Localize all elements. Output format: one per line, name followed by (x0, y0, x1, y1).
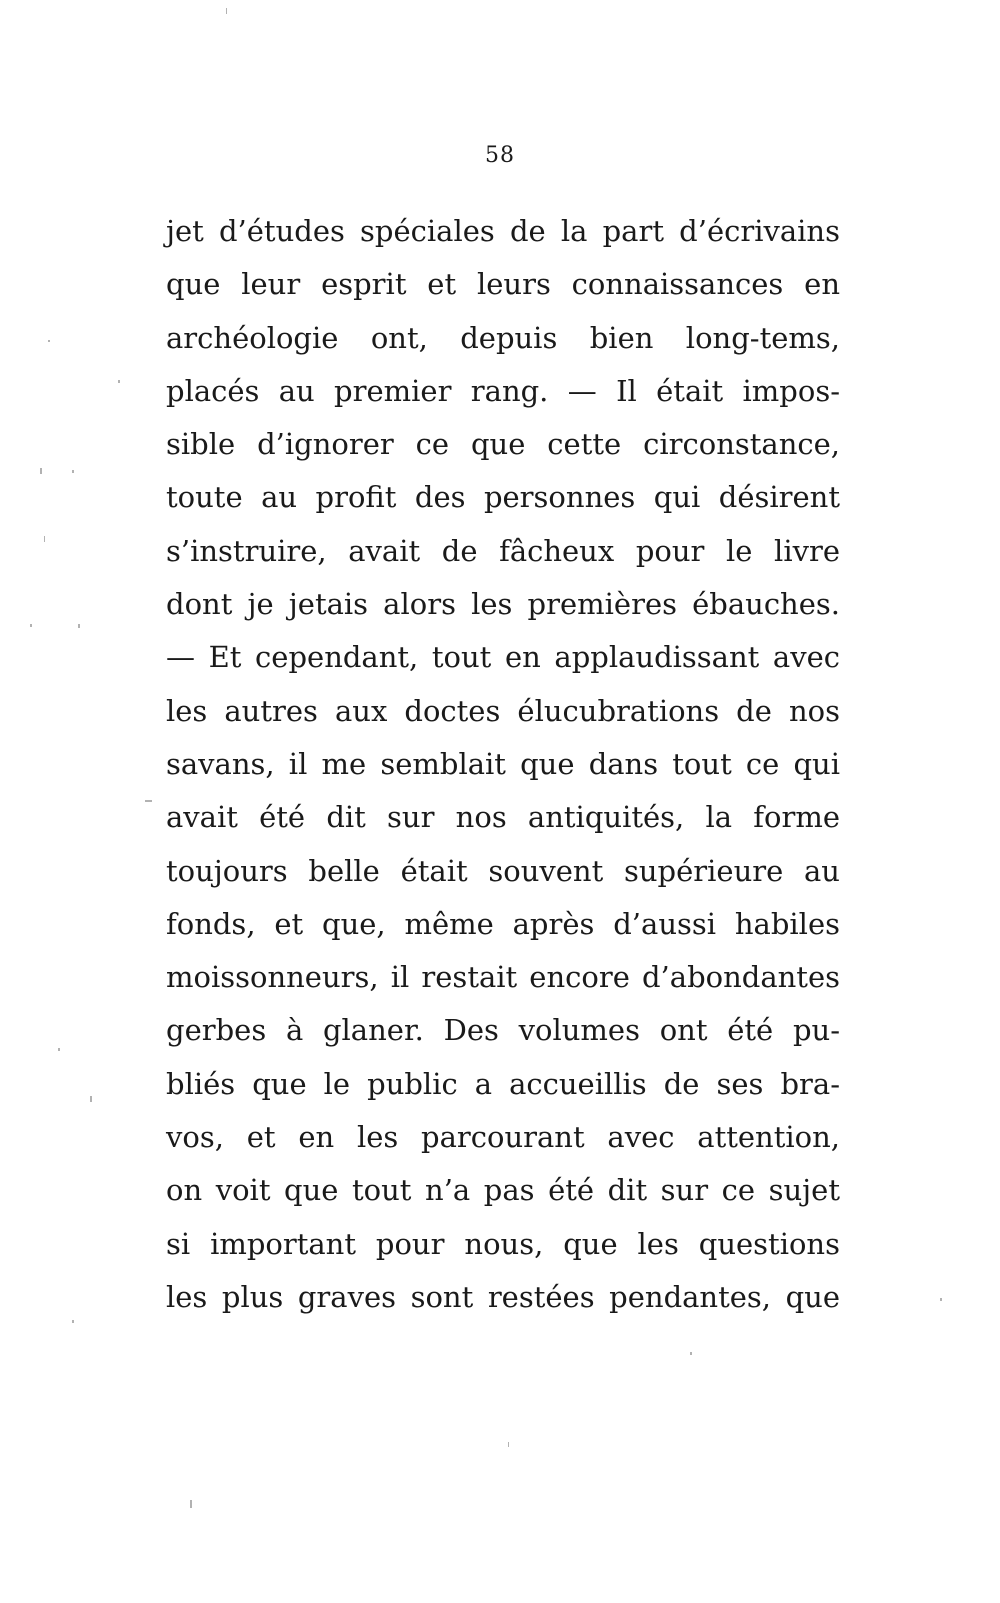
paper-speck (190, 1500, 192, 1508)
text-line: les autres aux doctes élucubrations de nos (166, 693, 840, 728)
paper-speck (145, 800, 152, 802)
text-line: on voit que tout n’a pas été dit sur ce sujet (166, 1173, 840, 1208)
paper-speck (78, 624, 80, 628)
text-line: jet d’études spéciales de la part d’écrivains (166, 214, 840, 248)
text-line: les plus graves sont restées pendantes, que (166, 1279, 840, 1314)
text-line: avait été dit sur nos antiquités, la forme (166, 800, 840, 835)
body-text (166, 205, 840, 1324)
paper-speck (90, 1096, 92, 1102)
text-line: sible d’ignorer ce que cette circonstance, (166, 427, 840, 462)
paper-speck (58, 1048, 60, 1051)
paper-speck (118, 380, 120, 383)
paper-speck (48, 340, 50, 342)
text-line: vos, et en les parcourant avec attention, (166, 1120, 840, 1155)
text-line: archéologie ont, depuis bien long-tems, (166, 320, 840, 355)
paper-speck (44, 536, 45, 542)
page-number: 58 (485, 143, 515, 168)
paper-speck (30, 624, 32, 627)
text-line: toute au profit des personnes qui désirent (166, 480, 840, 515)
text-line: fonds, et que, même après d’aussi habiles (166, 906, 840, 941)
paper-speck (226, 8, 227, 14)
text-line: placés au premier rang. — Il était impos- (166, 373, 840, 408)
paper-speck (690, 1352, 692, 1355)
text-line: gerbes à glaner. Des volumes ont été pu- (166, 1013, 840, 1048)
text-line: moissonneurs, il restait encore d’abondantes (166, 960, 840, 995)
text-line: dont je jetais alors les premières ébauches. (166, 587, 840, 622)
text-line: si important pour nous, que les questions (166, 1226, 840, 1261)
text-line: s’instruire, avait de fâcheux pour le livre (166, 533, 840, 568)
text-line: — Et cependant, tout en applaudissant avec (166, 640, 840, 675)
paper-speck (72, 1320, 74, 1323)
paper-speck (940, 1298, 942, 1301)
text-line: bliés que le public a accueillis de ses bra- (166, 1066, 840, 1101)
text-line: que leur esprit et leurs connaissances en (166, 267, 840, 302)
text-line: savans, il me semblait que dans tout ce qui (166, 746, 840, 781)
paper-speck (508, 1442, 509, 1447)
paper-speck (72, 470, 74, 473)
paper-speck (40, 468, 42, 474)
text-line: toujours belle était souvent supérieure au (166, 853, 840, 888)
